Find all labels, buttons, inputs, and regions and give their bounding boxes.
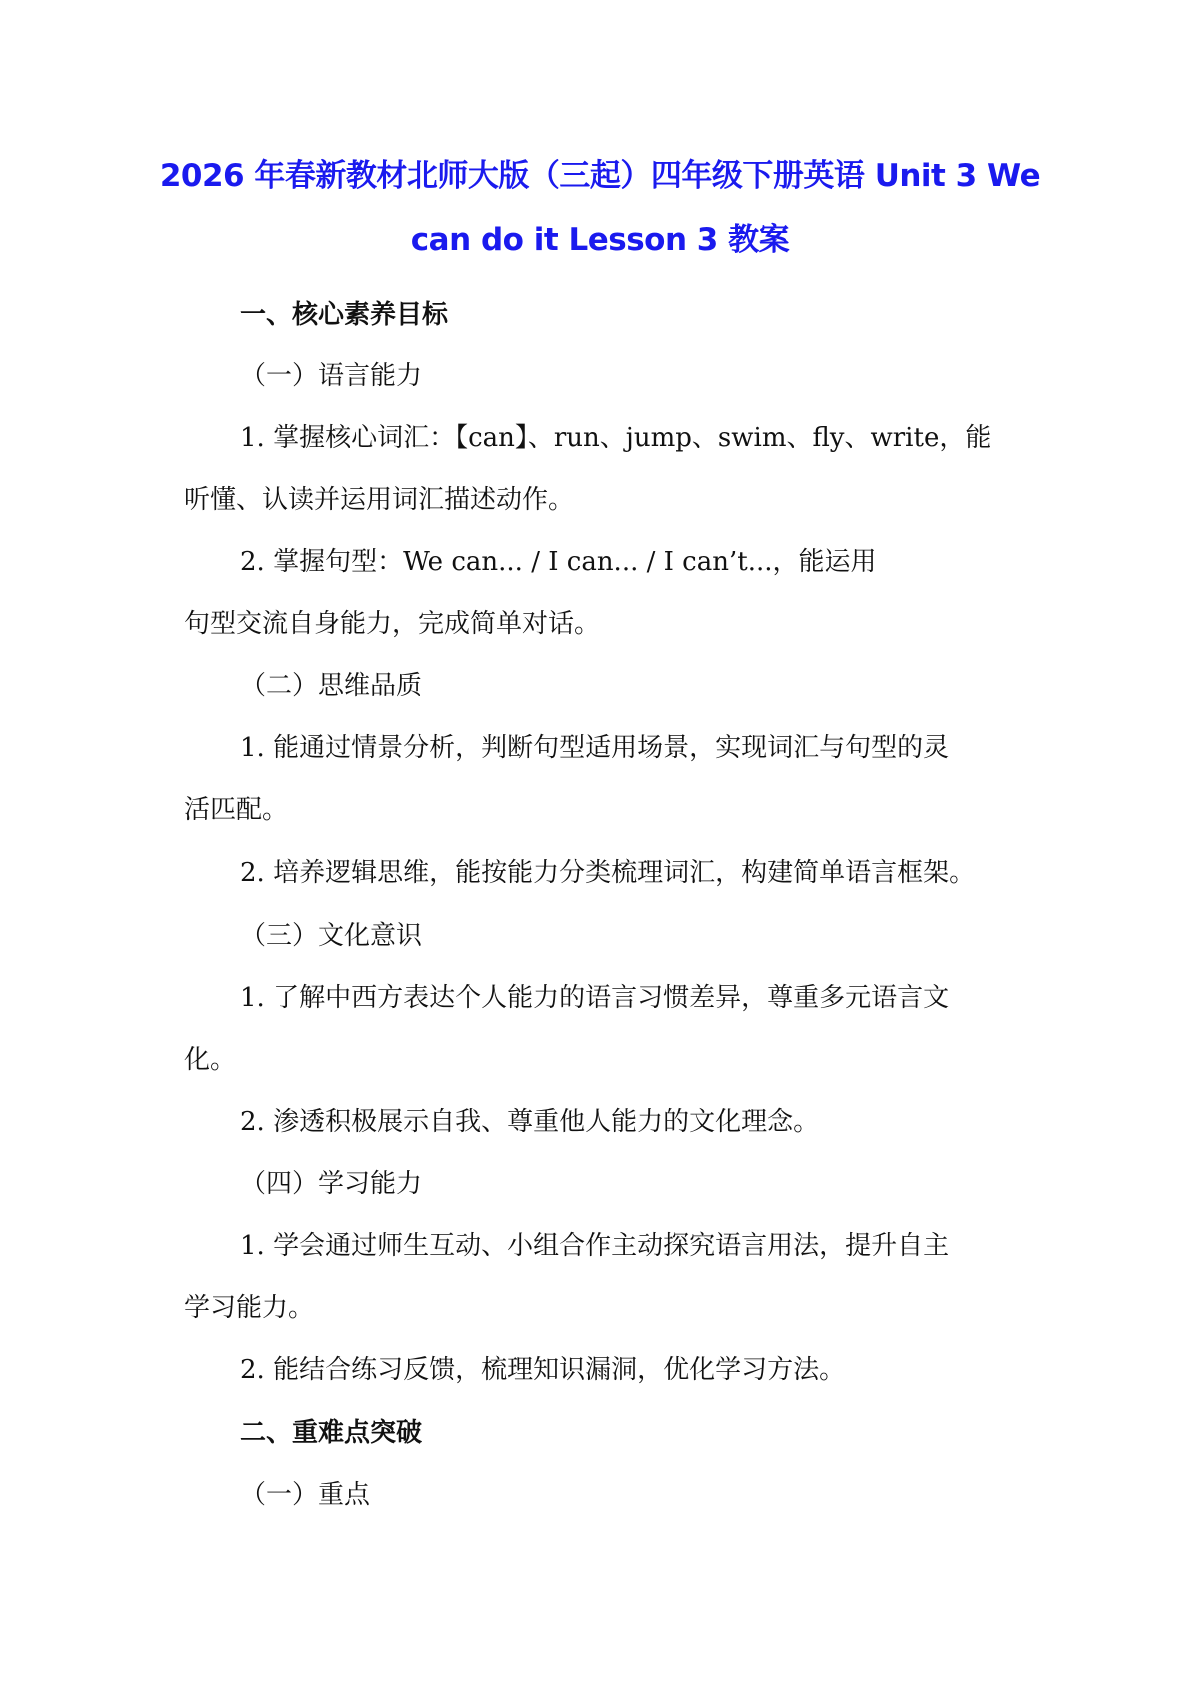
paragraph-line: 听懂、认读并运用词汇描述动作。 (184, 485, 575, 515)
document-title-line-1: 2026 年春新教材北师大版（三起）四年级下册英语 Unit 3 We (159, 158, 1041, 194)
paragraph-line: 学习能力。 (184, 1293, 315, 1323)
subsection-heading-focus: （一）重点 (240, 1480, 371, 1510)
paragraph-line: 句型交流自身能力，完成简单对话。 (184, 609, 601, 639)
paragraph-line: 2. 能结合练习反馈，梳理知识漏洞，优化学习方法。 (240, 1355, 846, 1385)
paragraph-line: 2. 掌握句型：We can... / I can... / I can’t...，能运用 (240, 547, 877, 577)
paragraph-line: 1. 掌握核心词汇：【can】、run、jump、swim、fly、write，能 (240, 423, 992, 453)
paragraph-line: 活匹配。 (184, 795, 289, 825)
subsection-heading-learning: （四）学习能力 (240, 1169, 423, 1199)
paragraph-line: 2. 渗透积极展示自我、尊重他人能力的文化理念。 (240, 1107, 820, 1137)
subsection-heading-culture: （三）文化意识 (240, 921, 423, 951)
section-heading-key-points: 二、重难点突破 (240, 1418, 423, 1448)
paragraph-line: 2. 培养逻辑思维，能按能力分类梳理词汇，构建简单语言框架。 (240, 858, 976, 888)
paragraph-line: 1. 学会通过师生互动、小组合作主动探究语言用法，提升自主 (240, 1231, 950, 1261)
subsection-heading-thinking: （二）思维品质 (240, 671, 423, 701)
paragraph-line: 化。 (184, 1045, 237, 1075)
subsection-heading-language: （一）语言能力 (240, 361, 423, 391)
section-heading-objectives: 一、核心素养目标 (240, 300, 449, 330)
paragraph-line: 1. 能通过情景分析，判断句型适用场景，实现词汇与句型的灵 (240, 733, 950, 763)
document-title-line-2: can do it Lesson 3 教案 (410, 222, 790, 258)
paragraph-line: 1. 了解中西方表达个人能力的语言习惯差异，尊重多元语言文 (240, 983, 950, 1013)
